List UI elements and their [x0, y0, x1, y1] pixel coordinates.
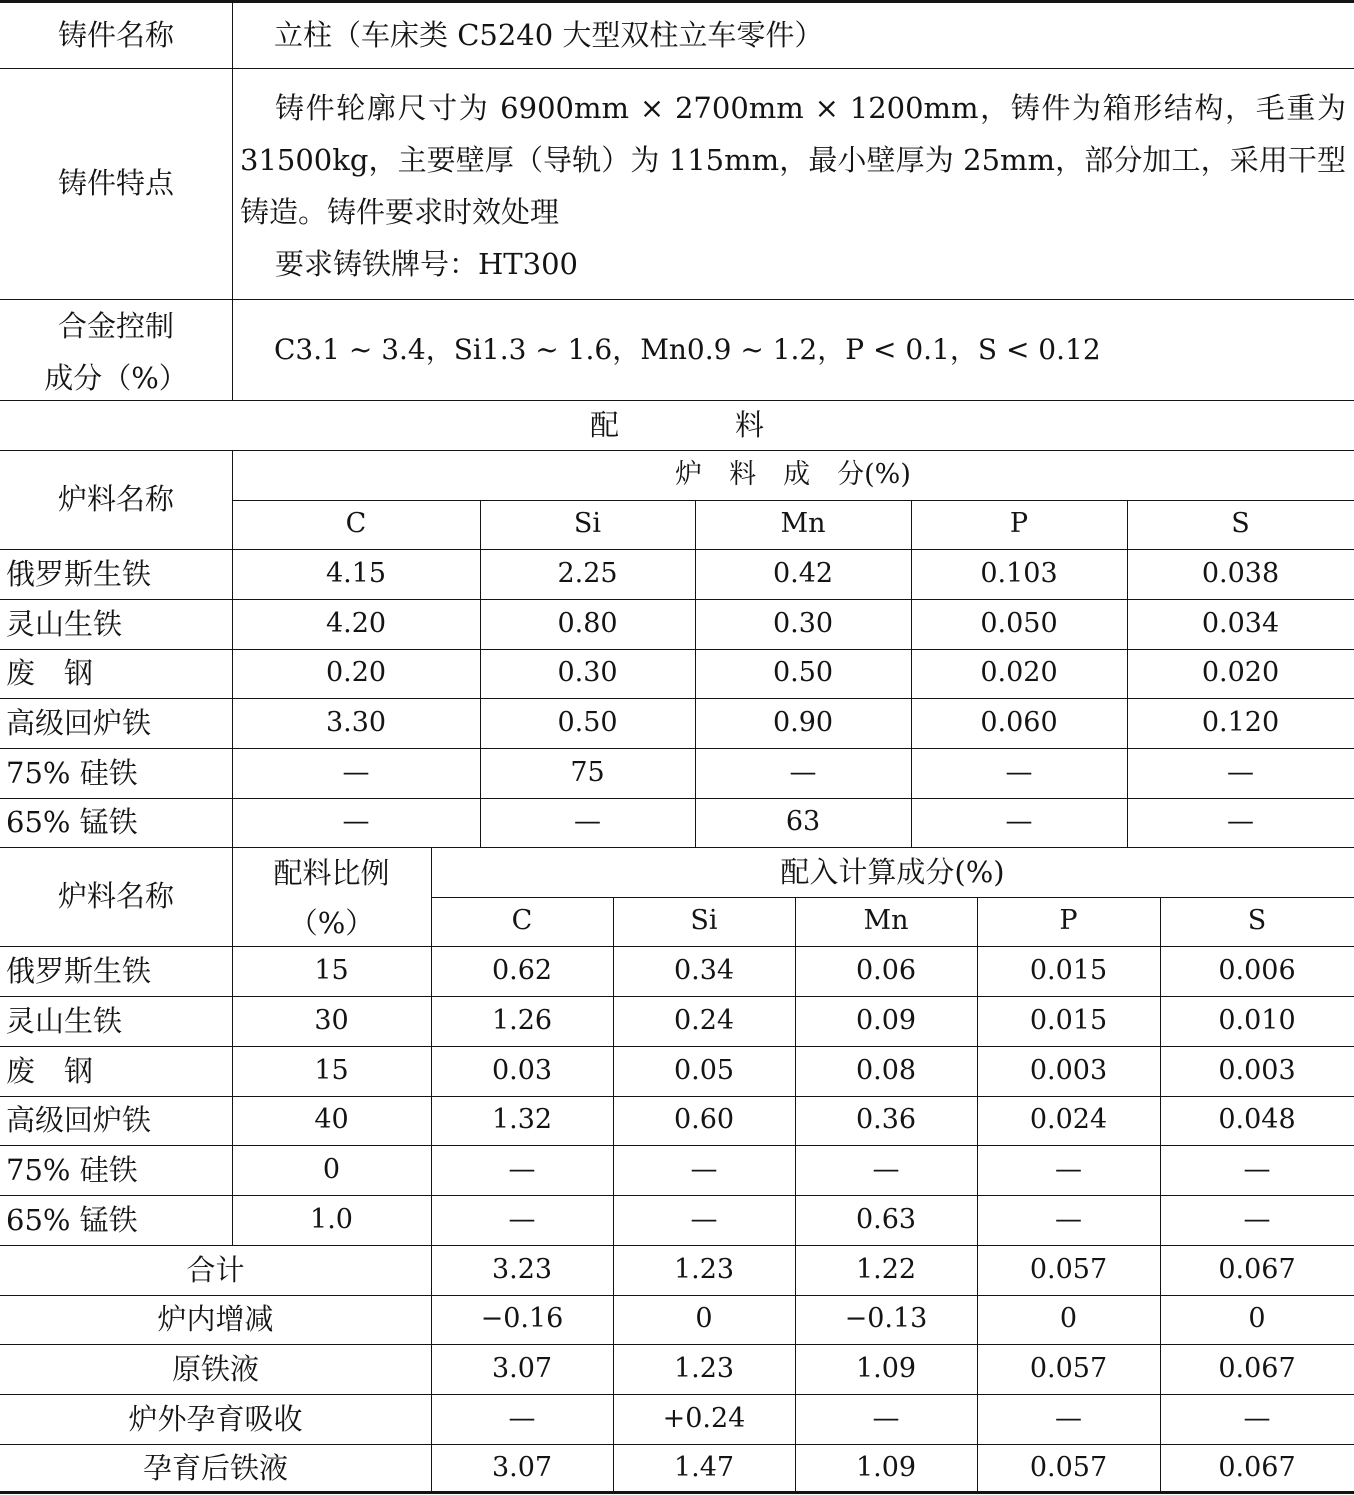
charge-row-name: 高级回炉铁: [6, 705, 152, 740]
calc-cell: —: [1243, 1203, 1271, 1235]
charge-cell: 0.050: [980, 607, 1058, 639]
charge-cell: 0.50: [557, 706, 618, 738]
charge-cell: 0.30: [557, 657, 618, 689]
calc-cell: —: [1055, 1203, 1082, 1235]
calc-ratio: 30: [314, 1004, 349, 1036]
calc-col-p: P: [1059, 905, 1078, 937]
charge-cell: 0.020: [1201, 657, 1280, 689]
grid-line: [0, 847, 1354, 848]
calc-cell: —: [1243, 1153, 1271, 1185]
calc-row-name: 65% 锰铁: [6, 1202, 138, 1237]
charge-cell: 0.060: [980, 706, 1058, 738]
calc-cell: 0.60: [673, 1104, 735, 1136]
charge-col-si: Si: [573, 508, 602, 540]
charge-cell: 2.25: [557, 557, 618, 589]
calc-col-si: Si: [690, 905, 718, 937]
charge-cell: 0.80: [557, 607, 618, 639]
calc-col-mn: Mn: [863, 905, 909, 937]
charge-cell: 0.020: [980, 657, 1058, 689]
summary-label: 原铁液: [171, 1351, 259, 1386]
charge-cell: —: [342, 806, 370, 838]
calc-cell: 0.08: [855, 1054, 917, 1086]
calc-cell: —: [872, 1153, 900, 1185]
calc-group-header: 配入计算成分(%): [780, 854, 1005, 889]
charge-cell: 0.90: [772, 706, 834, 738]
charge-col-mn: Mn: [780, 508, 826, 540]
grid-line: [0, 1295, 1354, 1296]
charge-cell: 75: [570, 756, 605, 788]
summary-cell: 1.22: [855, 1253, 917, 1285]
summary-cell: 0.057: [1029, 1452, 1108, 1484]
calc-col-s: S: [1247, 905, 1267, 937]
grid-line: [0, 400, 1354, 401]
calc-cell: 0.048: [1218, 1104, 1296, 1136]
charge-cell: —: [342, 756, 370, 788]
calc-cell: —: [690, 1203, 718, 1235]
calc-cell: —: [690, 1153, 718, 1185]
summary-cell: 0.057: [1029, 1352, 1108, 1384]
charge-cell: —: [789, 756, 817, 788]
calc-cell: 0.015: [1029, 1004, 1108, 1036]
calc-name-header: 炉料名称: [57, 879, 174, 914]
charge-cell: 63: [785, 806, 821, 838]
grid-line: [0, 299, 1354, 300]
grid-line: [695, 500, 696, 847]
calc-cell: 0.015: [1029, 954, 1108, 986]
calc-ratio-header-line-2: （%）: [288, 906, 375, 940]
summary-cell: 0: [1059, 1303, 1078, 1335]
grid-line: [0, 450, 1354, 451]
charge-cell: 0.103: [980, 557, 1058, 589]
grid-line: [1160, 897, 1161, 1492]
charge-cell: 3.30: [325, 706, 387, 738]
calc-col-c: C: [511, 905, 533, 937]
calc-cell: 0.03: [491, 1054, 553, 1086]
summary-cell: −0.13: [844, 1303, 928, 1335]
summary-cell: 3.07: [491, 1352, 553, 1384]
grid-line: [0, 1444, 1354, 1445]
calc-ratio: 1.0: [310, 1203, 353, 1235]
calc-cell: 0.05: [673, 1054, 735, 1086]
charge-cell: 0.20: [325, 657, 387, 689]
alloy-label-line-1: 合金控制: [57, 309, 174, 343]
summary-label: 炉外孕育吸收: [128, 1401, 303, 1436]
grid-line: [232, 450, 233, 847]
grid-line: [480, 500, 481, 847]
grid-line: [431, 847, 432, 1492]
summary-cell: —: [872, 1402, 900, 1434]
calc-ratio: 15: [314, 1054, 349, 1086]
charge-cell: 4.15: [325, 557, 387, 589]
calc-cell: 0.024: [1029, 1104, 1108, 1136]
charge-cell: 0.038: [1201, 557, 1280, 589]
calc-cell: —: [508, 1153, 536, 1185]
calc-cell: 0.63: [855, 1203, 917, 1235]
charge-cell: —: [1005, 806, 1033, 838]
grid-line: [0, 549, 1354, 550]
grid-line: [0, 698, 1354, 699]
calc-cell: 0.010: [1218, 1004, 1296, 1036]
summary-label: 孕育后铁液: [142, 1451, 288, 1486]
calc-cell: 0.006: [1218, 954, 1296, 986]
casting-feature-text: [240, 82, 1346, 290]
calc-ratio-header-line-1: 配料比例: [273, 856, 390, 890]
grid-line: [232, 500, 1354, 501]
grid-line: [0, 1046, 1354, 1047]
summary-label: 合计: [186, 1252, 245, 1287]
alloy-control-label: [0, 300, 232, 404]
grid-line: [977, 897, 978, 1492]
grid-line: [613, 897, 614, 1492]
table-border-top: [0, 0, 1354, 3]
summary-cell: 3.23: [491, 1253, 553, 1285]
calc-row-name: 高级回炉铁: [6, 1103, 152, 1138]
calc-cell: 0.003: [1218, 1054, 1296, 1086]
summary-cell: 0.067: [1218, 1352, 1296, 1384]
calc-cell: 1.32: [491, 1104, 553, 1136]
grid-line: [431, 897, 1354, 898]
summary-cell: 1.47: [673, 1452, 735, 1484]
feature-paragraph: 铸件轮廓尺寸为 6900mm × 2700mm × 1200mm，铸件为箱形结构，毛重为31500kg，主要壁厚（导轨）为 115mm，最小壁厚为 25mm，部分加工，采用干型铸造。铸件要求时效处理: [240, 91, 1346, 229]
calc-ratio: 40: [314, 1104, 349, 1136]
calc-cell: 1.26: [491, 1004, 553, 1036]
summary-cell: 0.067: [1218, 1452, 1296, 1484]
charge-row-name: 65% 锰铁: [6, 805, 138, 840]
calc-cell: 0.62: [491, 954, 553, 986]
grid-line: [0, 599, 1354, 600]
charge-row-name: 75% 硅铁: [6, 755, 138, 790]
summary-cell: 0.067: [1218, 1253, 1296, 1285]
batching-title: 配 料: [589, 407, 764, 442]
calc-row-name: 俄罗斯生铁: [6, 953, 152, 988]
casting-name-label: 铸件名称: [57, 17, 174, 52]
summary-cell: —: [1055, 1402, 1082, 1434]
calc-row-name: 75% 硅铁: [6, 1152, 138, 1187]
summary-cell: +0.24: [662, 1402, 746, 1434]
calc-cell: 0.09: [855, 1004, 917, 1036]
grid-line: [795, 897, 796, 1492]
calc-cell: 0.06: [855, 954, 917, 986]
charge-cell: —: [574, 806, 601, 838]
grid-line: [0, 996, 1354, 997]
summary-cell: 0.057: [1029, 1253, 1108, 1285]
alloy-control-value: C3.1 ~ 3.4，Si1.3 ~ 1.6，Mn0.9 ~ 1.2，P < 0.1，S < 0.12: [274, 333, 1101, 367]
grid-line: [911, 500, 912, 847]
table-border-bottom: [0, 1491, 1354, 1494]
calc-row-name: 灵山生铁: [6, 1003, 123, 1038]
charge-name-header: 炉料名称: [57, 482, 174, 517]
grid-line: [0, 1245, 1354, 1246]
grid-line: [0, 798, 1354, 799]
grid-line: [0, 946, 1354, 947]
charge-col-p: P: [1009, 508, 1029, 540]
grid-line: [0, 748, 1354, 749]
charge-cell: 0.50: [772, 657, 834, 689]
grid-line: [0, 1096, 1354, 1097]
summary-cell: 3.07: [491, 1452, 553, 1484]
charge-cell: 0.034: [1201, 607, 1280, 639]
charge-cell: 0.120: [1201, 706, 1280, 738]
calc-row-name: 废 钢: [6, 1053, 94, 1088]
calc-ratio: 0: [322, 1153, 341, 1185]
grid-line: [1127, 500, 1128, 847]
calc-cell: —: [508, 1203, 536, 1235]
charge-col-s: S: [1231, 508, 1250, 540]
grade-paragraph: 要求铸铁牌号：HT300: [275, 247, 578, 281]
alloy-label-line-2: 成分（%）: [44, 361, 188, 395]
summary-cell: 0: [695, 1303, 713, 1335]
grid-line: [232, 2, 233, 400]
calc-cell: 0.24: [673, 1004, 735, 1036]
casting-feature-label: 铸件特点: [57, 166, 174, 201]
calc-ratio: 15: [314, 954, 349, 986]
casting-name-value: 立柱（车床类 C5240 大型双柱立车零件）: [274, 17, 824, 52]
charge-col-c: C: [345, 508, 367, 540]
summary-cell: 1.09: [855, 1352, 917, 1384]
charge-row-name: 废 钢: [6, 656, 94, 691]
charge-row-name: 俄罗斯生铁: [6, 556, 152, 591]
summary-cell: —: [1243, 1402, 1271, 1434]
charge-cell: —: [1005, 756, 1033, 788]
charge-cell: 0.30: [772, 607, 834, 639]
grid-line: [0, 1394, 1354, 1395]
grid-line: [0, 1195, 1354, 1196]
calc-cell: 0.36: [855, 1104, 917, 1136]
summary-cell: 1.23: [673, 1352, 735, 1384]
charge-cell: —: [1227, 756, 1254, 788]
grid-line: [232, 847, 233, 1245]
summary-cell: 1.23: [673, 1253, 735, 1285]
summary-cell: 0: [1248, 1303, 1266, 1335]
charge-cell: 0.42: [772, 557, 834, 589]
charge-row-name: 灵山生铁: [6, 606, 123, 641]
summary-cell: −0.16: [480, 1303, 564, 1335]
charge-group-header: 炉 料 成 分(%): [675, 458, 911, 490]
calc-ratio-header: [232, 848, 431, 948]
summary-cell: —: [508, 1402, 536, 1434]
grid-line: [0, 1344, 1354, 1345]
charge-cell: 4.20: [325, 607, 387, 639]
charge-cell: —: [1227, 806, 1254, 838]
calc-cell: 0.003: [1029, 1054, 1108, 1086]
grid-line: [0, 1145, 1354, 1146]
grid-line: [0, 68, 1354, 69]
grid-line: [0, 649, 1354, 650]
summary-cell: 1.09: [855, 1452, 917, 1484]
calc-cell: —: [1055, 1153, 1082, 1185]
summary-label: 炉内增减: [157, 1302, 274, 1337]
calc-cell: 0.34: [673, 954, 735, 986]
